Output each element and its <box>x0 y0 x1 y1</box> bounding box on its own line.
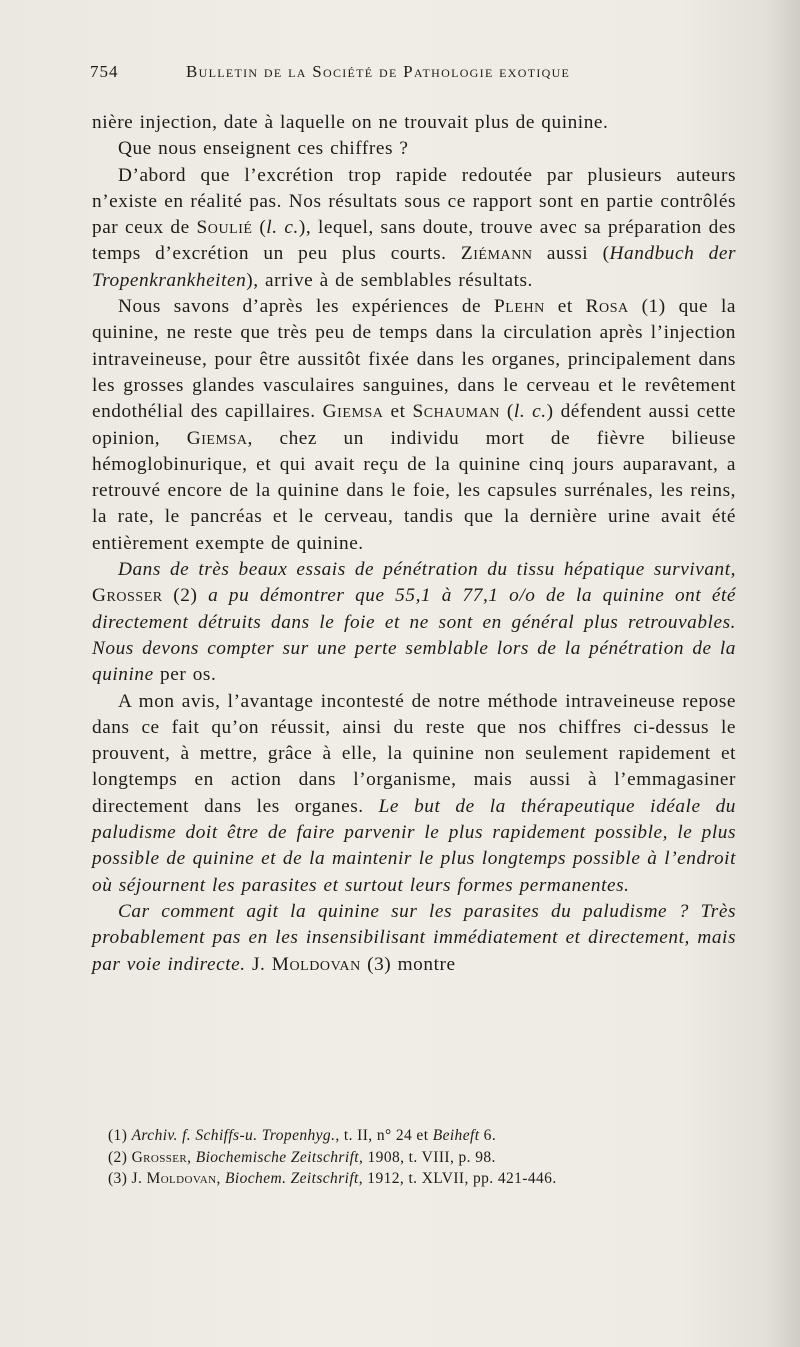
text-run: ), lequel, sans doute, trouve avec sa préparation des temps d’excrétion un peu plus courts. <box>92 217 737 265</box>
text-run: , 1908, t. VIII, p. 98. <box>358 1148 496 1166</box>
text-run: D’abord que l’excrétion trop rapide redoutée par plusieurs auteurs n’existe en réalité pas. Nos résultats sous ce rapport sont en partie contrôlés par ceux de <box>92 164 736 239</box>
text-run: ( <box>499 401 514 423</box>
footnote <box>108 1125 728 1147</box>
italic-run: l. c. <box>513 401 547 423</box>
small-caps-run: Grosser <box>131 1148 188 1166</box>
text-run: et <box>544 296 586 318</box>
small-caps-run: Rosa <box>585 296 629 318</box>
text-run: et <box>383 401 413 423</box>
paragraph <box>92 557 736 688</box>
text-run: (3) J. <box>108 1170 147 1187</box>
text-run: ), arrive à de semblables résultats. <box>246 269 533 291</box>
italic-run: Biochemische Zeitschrift <box>195 1148 359 1166</box>
italic-run: Archiv. f. Schiffs-u. Tropenhyg. <box>131 1127 336 1144</box>
paragraph <box>92 294 736 557</box>
footnotes <box>108 1125 728 1190</box>
footnote <box>108 1168 728 1190</box>
text-run: nière injection, date à laquelle on ne trouvait plus de quinine. <box>92 112 609 133</box>
running-header <box>90 62 720 92</box>
text-run: , <box>187 1148 196 1166</box>
small-caps-run: Grosser <box>92 585 163 607</box>
small-caps-run: Soulié <box>196 217 253 239</box>
text-run: , chez un individu mort de fièvre bilieuse hémoglobinurique, et qui avait reçu de la quinine cinq jours auparavant, a retrouvé encore de la quinine dans le foie, les capsules surrénales, les reins, la rate, le pancréas et le cerveau, tandis que la dernière urine avait été entièrement exempte de quinine. <box>92 427 736 554</box>
text-run: (2) <box>108 1148 132 1166</box>
text-run: 6. <box>479 1127 497 1144</box>
italic-run: a pu démontrer que 55,1 à 77,1 o/o de la quinine ont été directement détruits dans le foie et ne sont en général plus retrouvables. Nous devons compter sur une perte semblable lors de la pénétration de la quinine <box>92 585 737 686</box>
italic-run: Le but de la thérapeutique idéale du paludisme doit être de faire parvenir le plus rapidement possible, le plus possible de quinine et de la maintenir le plus longtemps possible à l’endroit où séjournent les parasites et surtout leurs formes permanentes. <box>92 795 736 896</box>
italic-run: Car comment agit la quinine sur les parasites du paludisme ? Très probablement pas en les insensibilisant immédiatement et directement, mais par voie indirecte. <box>92 900 736 975</box>
text-run: per os. <box>153 664 217 686</box>
paragraph <box>92 136 736 162</box>
paragraph <box>92 689 736 899</box>
italic-run: l. c. <box>266 217 299 239</box>
small-caps-run: Giemsa <box>186 427 248 449</box>
page-number: 754 <box>90 62 119 81</box>
small-caps-run: Giemsa <box>322 401 384 423</box>
text-run: (2) <box>162 585 209 607</box>
text-run: (1) que la quinine, ne reste que très peu de temps dans la circulation après l’injection intraveineuse, pour être aussitôt fixée dans les organes, principalement dans les grosses glandes vasculaires sanguines, dans le cerveau et le revêtement endothélial des capillaires. <box>92 296 736 423</box>
italic-run: Dans de très beaux essais de pénétration du tissu hépatique survivant, <box>118 559 736 581</box>
italic-run: Biochem. Zeitschrift <box>225 1170 359 1187</box>
text-run: aussi ( <box>532 243 610 265</box>
text-run: Que nous enseignent ces chiffres ? <box>118 138 409 160</box>
small-caps-run: Plehn <box>494 296 545 318</box>
article-body <box>92 110 736 978</box>
italic-run: Beiheft <box>432 1127 480 1144</box>
paragraph <box>92 163 736 294</box>
text-run: , 1912, t. XLVII, pp. 421-446. <box>358 1170 557 1187</box>
paragraph <box>92 110 736 136</box>
paragraph <box>92 899 736 978</box>
small-caps-run: Schauman <box>412 401 500 423</box>
italic-run: Handbuch der Tropenkrankheiten <box>92 243 736 291</box>
text-run: ( <box>252 217 267 239</box>
footnote <box>108 1147 728 1169</box>
text-run: , <box>216 1170 226 1187</box>
small-caps-run: Ziémann <box>460 243 533 265</box>
small-caps-run: Moldovan <box>146 1170 217 1187</box>
text-run: J. <box>245 953 272 975</box>
text-run: , t. II, n° 24 et <box>335 1127 433 1144</box>
small-caps-run: Moldovan <box>271 953 361 975</box>
text-run: (3) montre <box>360 953 456 975</box>
text-run: Nous savons d’après les expériences de <box>118 296 495 318</box>
running-title: Bulletin de la Société de Pathologie exotique <box>186 62 571 81</box>
text-run: ) défendent aussi cette opinion, <box>92 401 736 449</box>
text-run: A mon avis, l’avantage incontesté de notre méthode intraveineuse repose dans ce fait qu’on réussit, ainsi du reste que nos chiffres ci-dessus le prouvent, à mettre, grâce à elle, la quinine non seulement rapidement et longtemps en action dans l’organisme, mais aussi à l’emmagasiner directement dans les organes. <box>92 690 736 817</box>
text-run: (1) <box>108 1127 132 1144</box>
